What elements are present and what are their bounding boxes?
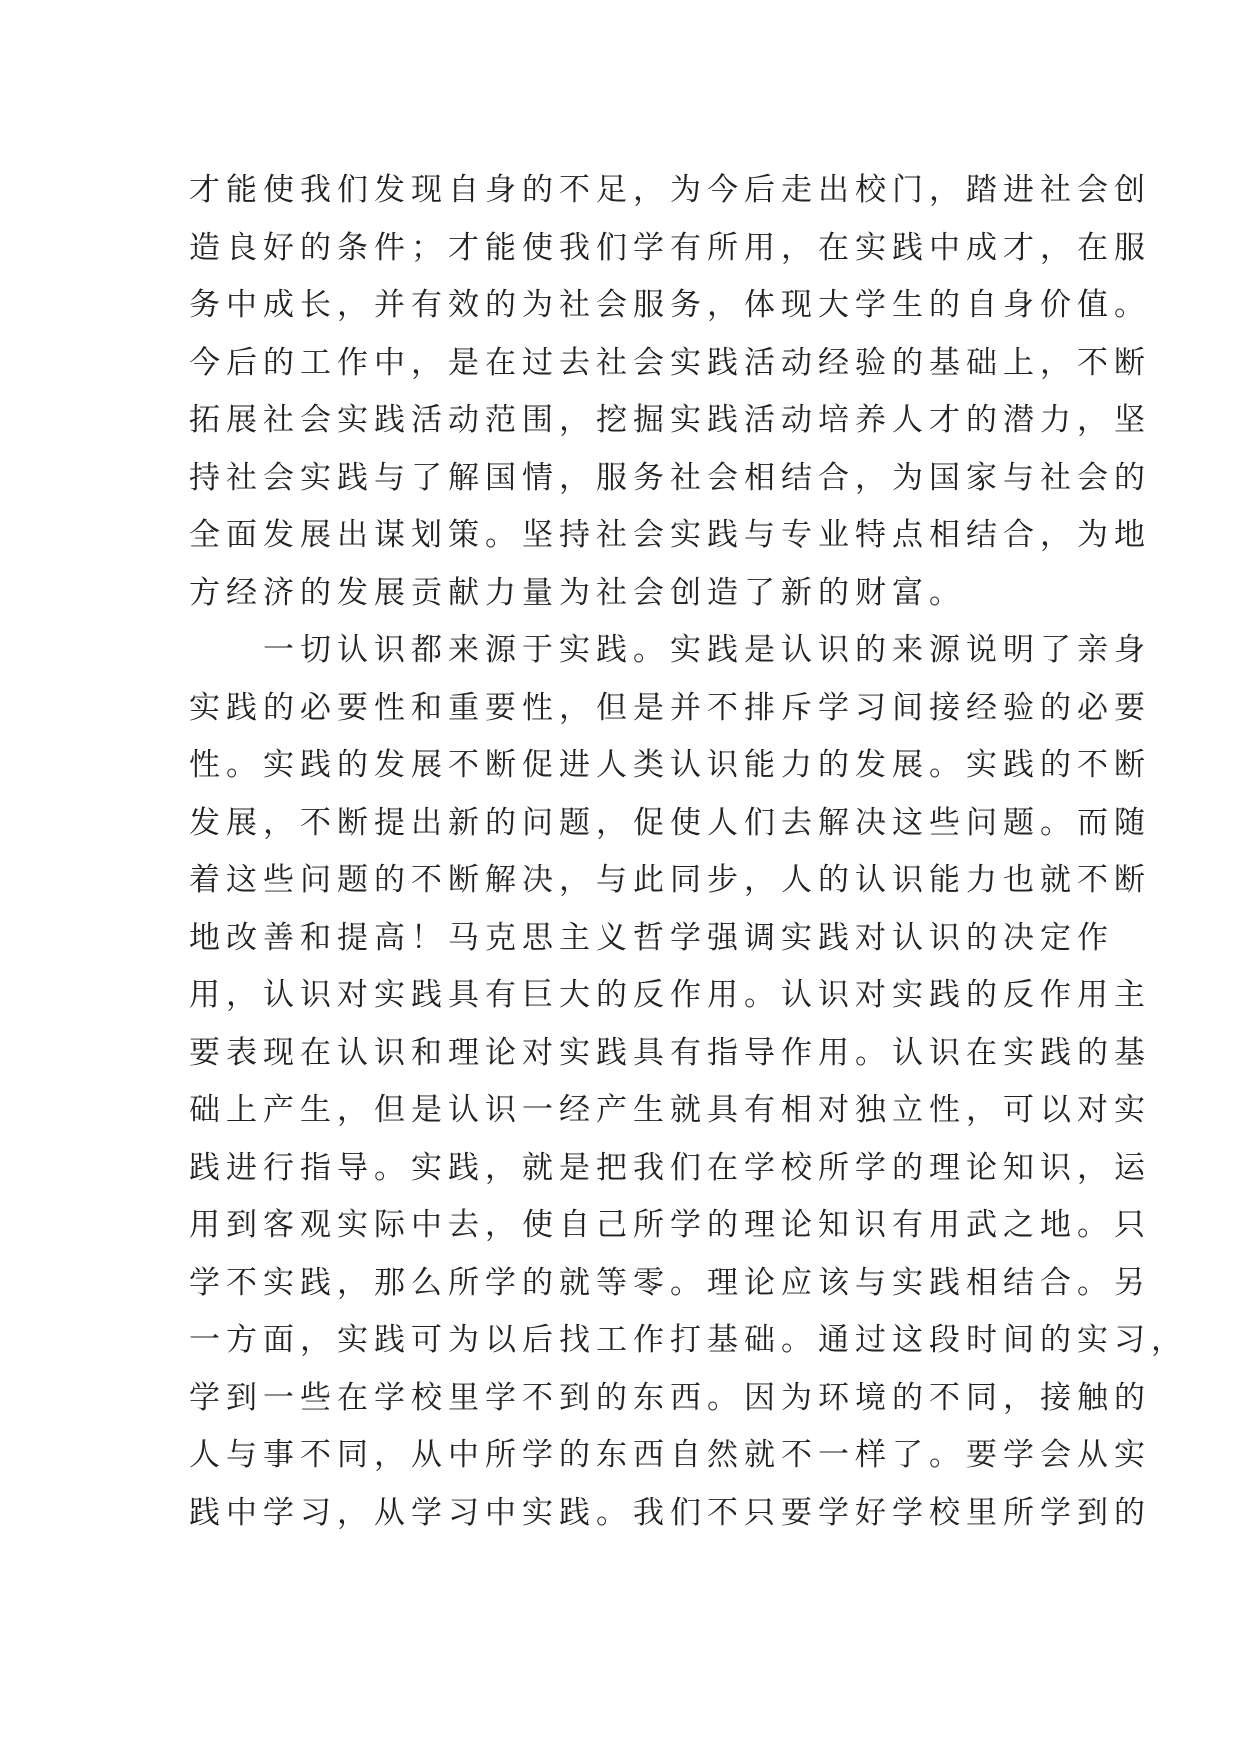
text-line: 一方面，实践可为以后找工作打基础。通过这段时间的实习，: [189, 1322, 1188, 1358]
text-line: 着这些问题的不断解决，与此同步，人的认识能力也就不断: [189, 862, 1151, 898]
body-text: [189, 162, 1188, 1542]
text-line: 地改善和提高！马克思主义哲学强调实践对认识的决定作: [189, 919, 1114, 956]
text-line: 方经济的发展贡献力量为社会创造了新的财富。: [189, 574, 966, 611]
text-line: 践中学习，从学习中实践。我们不只要学好学校里所学到的: [189, 1494, 1151, 1531]
text-line: 今后的工作中，是在过去社会实践活动经验的基础上，不断: [189, 344, 1151, 381]
text-line: 性。实践的发展不断促进人类认识能力的发展。实践的不断: [189, 747, 1151, 783]
text-line: 拓展社会实践活动范围，挖掘实践活动培养人才的潜力，坚: [189, 402, 1151, 438]
text-line: 学到一些在学校里学不到的东西。因为环境的不同，接触的: [189, 1379, 1151, 1416]
text-line: 务中成长，并有效的为社会服务，体现大学生的自身价值。: [189, 287, 1151, 323]
text-line: 用，认识对实践具有巨大的反作用。认识对实践的反作用主: [189, 977, 1151, 1013]
text-line: 发展，不断提出新的问题，促使人们去解决这些问题。而随: [189, 804, 1151, 841]
text-line: 全面发展出谋划策。坚持社会实践与专业特点相结合，为地: [189, 517, 1151, 553]
text-line: 用到客观实际中去，使自己所学的理论知识有用武之地。只: [189, 1207, 1151, 1243]
text-line: 践进行指导。实践，就是把我们在学校所学的理论知识，运: [189, 1149, 1151, 1186]
text-line: 要表现在认识和理论对实践具有指导作用。认识在实践的基: [189, 1034, 1151, 1071]
text-line: 造良好的条件；才能使我们学有所用，在实践中成才，在服: [189, 229, 1151, 266]
text-line: 持社会实践与了解国情，服务社会相结合，为国家与社会的: [189, 459, 1151, 496]
text-line: 础上产生，但是认识一经产生就具有相对独立性，可以对实: [189, 1092, 1151, 1128]
paragraph-start-line: 一切认识都来源于实践。实践是认识的来源说明了亲身: [189, 632, 1151, 668]
text-line: 才能使我们发现自身的不足，为今后走出校门，踏进社会创: [189, 172, 1151, 208]
text-line: 实践的必要性和重要性，但是并不排斥学习间接经验的必要: [189, 689, 1151, 726]
text-line: 学不实践，那么所学的就等零。理论应该与实践相结合。另: [189, 1264, 1151, 1301]
text-line: 人与事不同，从中所学的东西自然就不一样了。要学会从实: [189, 1437, 1151, 1473]
